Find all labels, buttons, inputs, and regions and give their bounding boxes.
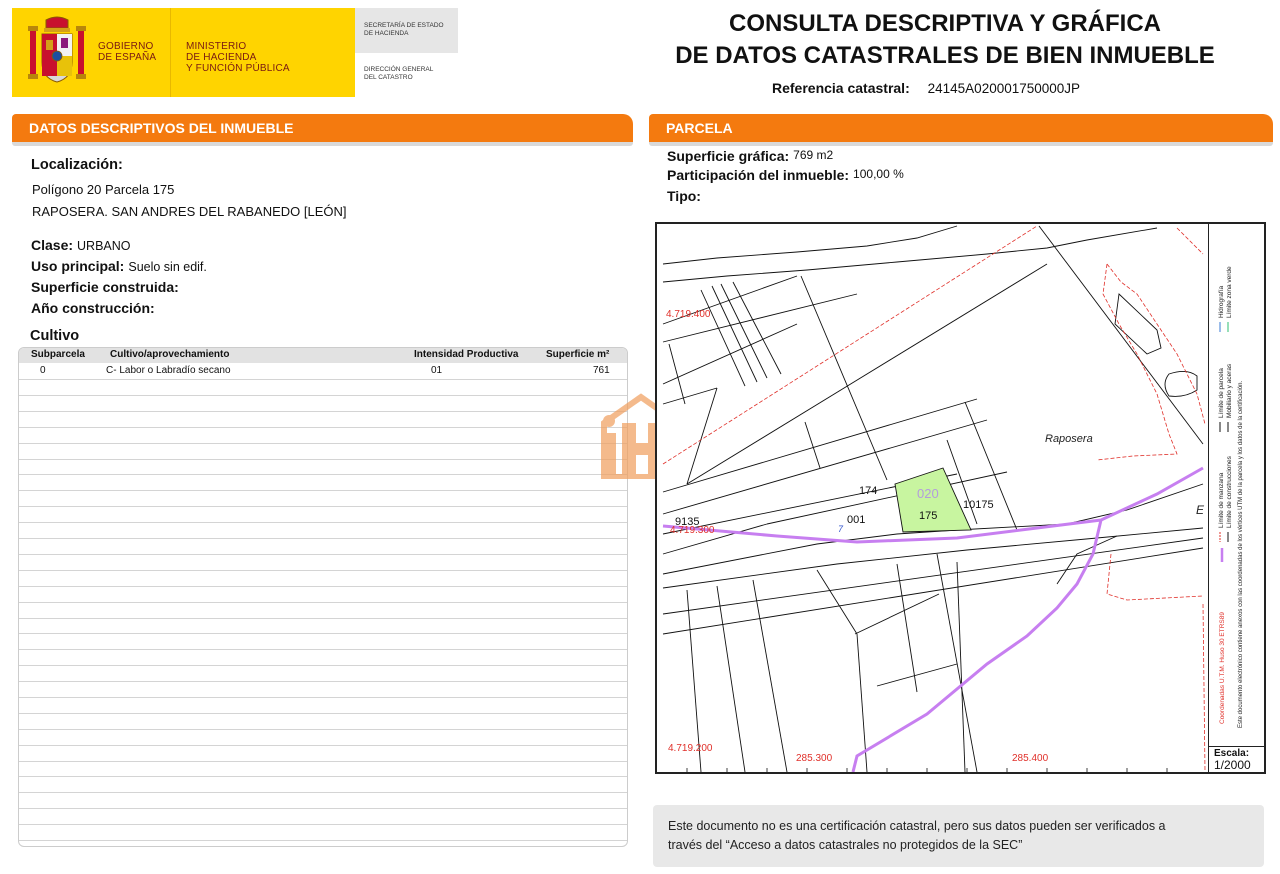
legend-documento: Este documento electrónico contiene anexos con las coordenadas de los vértices UTM de la parcela y los datos de la certificación.	[1238, 380, 1244, 728]
government-logo-block	[12, 8, 355, 97]
label-175: 175	[919, 510, 938, 522]
clase-value: URBANO	[77, 239, 131, 253]
table-rule-line	[19, 506, 627, 507]
legend-hidrografia: Hidrografía	[1218, 285, 1225, 318]
legend-limite-manzana: Límite de manzana	[1218, 472, 1225, 528]
table-rule-line	[19, 538, 627, 539]
superficie-grafica-value: 769 m2	[793, 148, 834, 162]
label-e: E	[1196, 503, 1205, 517]
anio-construccion-label: Año construcción:	[31, 300, 155, 316]
title-line-1: CONSULTA DESCRIPTIVA Y GRÁFICA	[728, 10, 1162, 37]
cell-cultivo: C- Labor o Labradío secano	[106, 365, 231, 376]
table-rule-line	[19, 554, 627, 555]
table-rule-line	[19, 586, 627, 587]
table-rule-line	[19, 697, 627, 698]
title-line-2: DE DATOS CATASTRALES DE BIEN INMUEBLE	[675, 42, 1215, 69]
escala-label: Escala:	[1214, 748, 1250, 759]
table-rule-line	[19, 808, 627, 809]
disclaimer-note	[653, 805, 1264, 867]
referencia-label: Referencia catastral:	[772, 80, 910, 96]
cell-subparcela: 0	[40, 365, 46, 376]
participacion-value: 100,00 %	[853, 167, 904, 181]
label-10175: 10175	[963, 499, 994, 511]
referencia-value: 24145A020001750000JP	[927, 81, 1081, 96]
participacion-label: Participación del inmueble:	[667, 167, 850, 183]
cultivo-label: Cultivo	[30, 328, 80, 344]
table-rule-line	[19, 681, 627, 682]
map-drawing	[657, 224, 1208, 772]
cultivo-table-header	[19, 348, 627, 363]
col-subparcela: Subparcela	[31, 349, 85, 360]
legend-coordenadas: Coordenadas U.T.M. Huso 30 ETRS89	[1219, 612, 1226, 724]
disclaimer-line-2: través del “Acceso a datos catastrales no protegidos de la SEC”	[668, 838, 1023, 852]
label-174: 174	[859, 485, 878, 497]
scale-ticks	[687, 768, 1167, 772]
superficie-grafica-label: Superficie gráfica:	[667, 148, 790, 164]
uso-label: Uso principal:	[31, 258, 125, 274]
label-9135: 9135	[675, 516, 700, 528]
disclaimer-line-1: Este documento no es una certificación catastral, pero sus datos pueden ser verificados a	[668, 819, 1166, 833]
table-rule-line	[19, 776, 627, 777]
table-rule-line	[19, 618, 627, 619]
table-rule-line	[19, 570, 627, 571]
label-001: 001	[847, 514, 866, 526]
uso-value: Suelo sin edif.	[128, 260, 207, 274]
referencia-row	[772, 80, 1080, 96]
table-rule-line	[19, 824, 627, 825]
label-020: 020	[917, 486, 939, 501]
coord-y-top: 4.719.400	[666, 309, 711, 320]
table-rule-line	[19, 713, 627, 714]
table-rule-line	[19, 792, 627, 793]
tipo-row	[667, 188, 701, 206]
legend-limite-parcela: Límite de parcela	[1218, 368, 1225, 418]
logo-divider	[170, 8, 171, 97]
document-title	[660, 8, 1230, 72]
superficie-grafica-row	[667, 148, 833, 166]
table-rule-line	[19, 490, 627, 491]
col-intensidad: Intensidad Productiva	[414, 349, 519, 360]
table-rule-line	[19, 665, 627, 666]
direccion-label: DIRECCIÓN GENERAL DEL CATASTRO	[364, 66, 434, 81]
table-rule-line	[19, 602, 627, 603]
table-rule-line	[19, 729, 627, 730]
coord-y-mid: 4.719.300	[670, 525, 715, 536]
col-superficie: Superficie m²	[546, 349, 610, 360]
uso-row	[31, 258, 207, 274]
table-rule-line	[19, 745, 627, 746]
cell-superficie: 761	[593, 365, 610, 376]
clase-row	[31, 237, 131, 253]
parcela-section-header: PARCELA	[649, 114, 1273, 142]
datos-section-header: DATOS DESCRIPTIVOS DEL INMUEBLE	[12, 114, 633, 142]
table-rule-line	[19, 840, 627, 841]
secretaria-label: SECRETARÍA DE ESTADO DE HACIENDA	[364, 22, 444, 37]
localizacion-label: Localización:	[31, 157, 123, 173]
label-raposera: Raposera	[1045, 433, 1093, 445]
table-row	[19, 363, 627, 378]
table-rule-line	[19, 633, 627, 634]
cadastral-map[interactable]	[655, 222, 1266, 774]
localizacion-line-1: Polígono 20 Parcela 175	[32, 182, 175, 197]
cultivo-table	[18, 347, 628, 847]
coord-x-right: 285.400	[1012, 753, 1049, 764]
superficie-construida-row	[31, 279, 179, 295]
ministerio-label: MINISTERIO DE HACIENDA Y FUNCIÓN PÚBLICA	[186, 41, 290, 74]
legend-rotated-text	[1211, 228, 1263, 738]
cell-intensidad: 01	[431, 365, 443, 376]
tipo-label: Tipo:	[667, 188, 701, 204]
legend-zona-verde: Límite zona verde	[1226, 266, 1233, 318]
table-rule-line	[19, 474, 627, 475]
legend-limite-construcciones: Límite de construcciones	[1226, 456, 1233, 528]
clase-label: Clase:	[31, 237, 74, 253]
table-rule-line	[19, 649, 627, 650]
escala-value: 1/2000	[1214, 758, 1251, 772]
secretaria-block	[355, 8, 458, 53]
participacion-row	[667, 167, 904, 185]
table-rule-line	[19, 443, 627, 444]
map-legend	[1208, 224, 1264, 746]
gobierno-label: GOBIERNO DE ESPAÑA	[98, 41, 157, 63]
superficie-construida-label: Superficie construida:	[31, 279, 179, 295]
table-rule-line	[19, 761, 627, 762]
coat-of-arms-icon	[26, 16, 88, 88]
table-rule-line	[19, 427, 627, 428]
table-rule-line	[19, 522, 627, 523]
localizacion-line-2: RAPOSERA. SAN ANDRES DEL RABANEDO [LEÓN]	[32, 204, 347, 219]
table-rule-line	[19, 459, 627, 460]
label-7: 7	[838, 524, 844, 534]
coord-y-bottom: 4.719.200	[668, 743, 713, 754]
anio-construccion-row	[31, 300, 155, 316]
escala-box	[1208, 746, 1264, 772]
table-rule-line	[19, 379, 627, 380]
table-rule-line	[19, 411, 627, 412]
coord-x-left: 285.300	[796, 753, 833, 764]
legend-mobiliario: Mobiliario y aceras	[1226, 363, 1233, 418]
col-cultivo: Cultivo/aprovechamiento	[110, 349, 230, 360]
table-rule-line	[19, 395, 627, 396]
